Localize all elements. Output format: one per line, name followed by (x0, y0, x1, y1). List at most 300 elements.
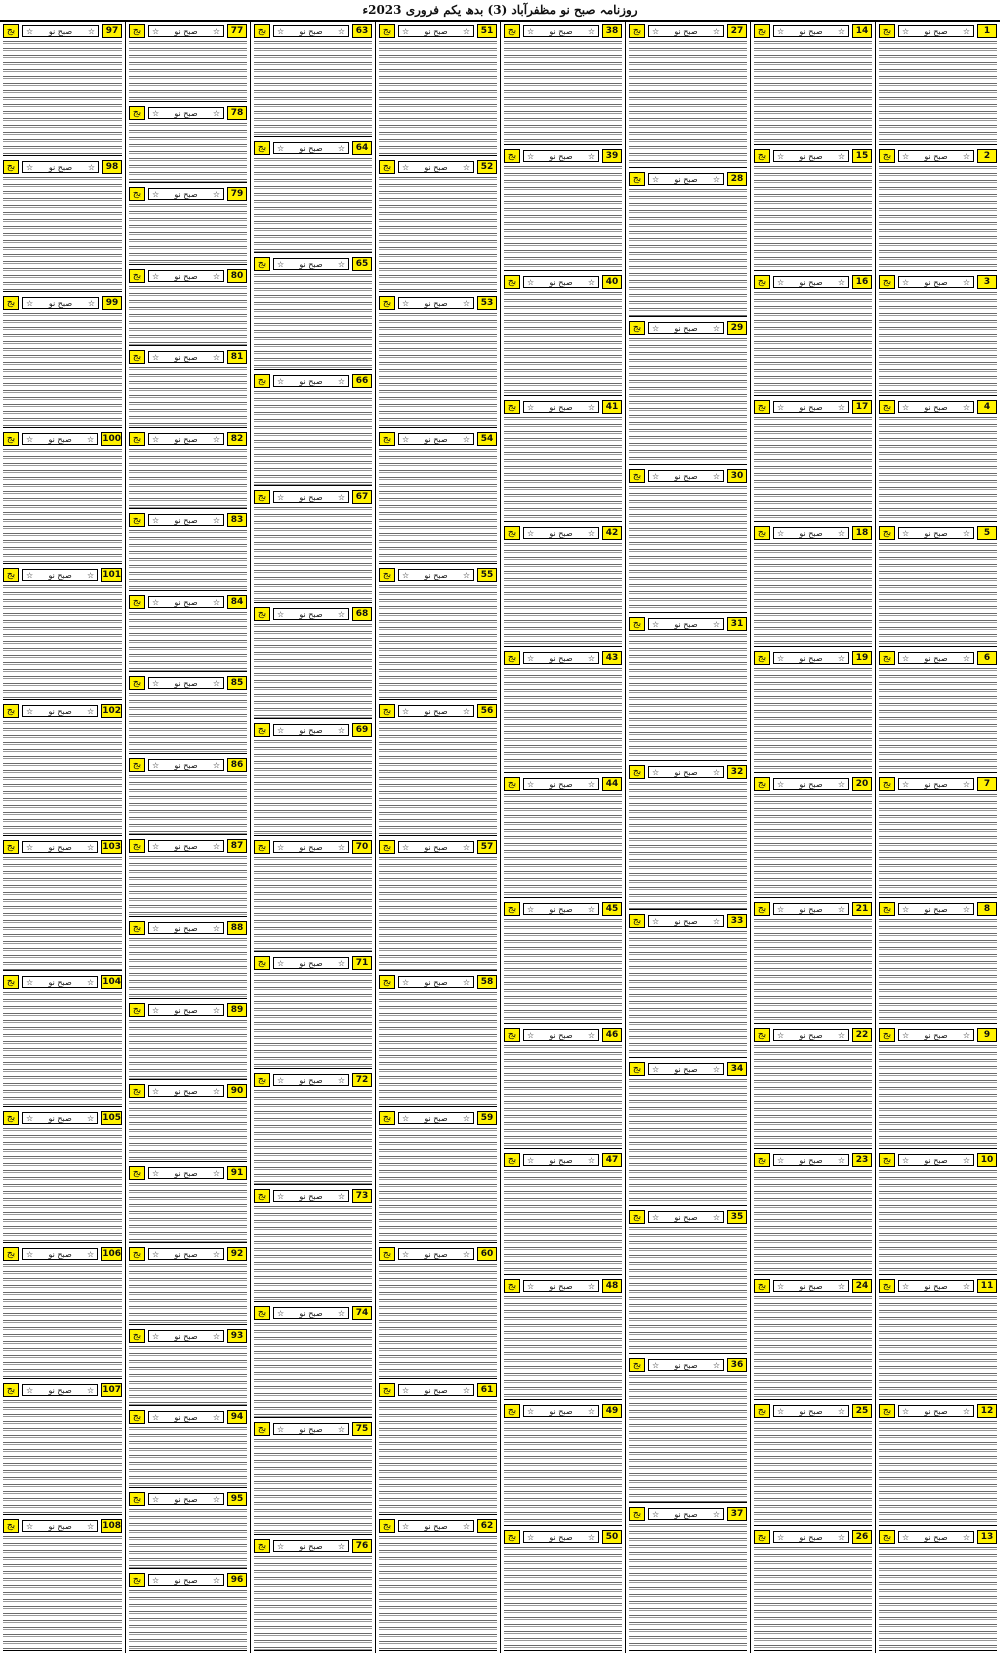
notice-badge-label: صبح نو (48, 570, 72, 580)
star-icon: ☆ (337, 842, 345, 852)
star-icon: ☆ (212, 760, 220, 770)
notice-marker-icon: بج (379, 24, 395, 38)
legal-notice (754, 398, 872, 521)
star-icon: ☆ (587, 27, 595, 36)
legal-notice (504, 398, 622, 521)
legal-notice (129, 1327, 247, 1407)
notice-badge-label: صبح نو (48, 1386, 72, 1396)
notice-number: 31 (727, 617, 747, 631)
star-icon: ☆ (652, 916, 660, 926)
notice-number: 38 (602, 24, 622, 38)
notice-badge (148, 1167, 224, 1179)
legal-notice (629, 763, 747, 909)
notice-number: 17 (852, 400, 872, 414)
notice-badge (523, 1154, 599, 1166)
notice-badge-label: صبح نو (48, 298, 73, 308)
star-icon: ☆ (26, 1250, 34, 1260)
notice-badge (398, 161, 474, 173)
notice-marker-icon: بج (129, 1410, 145, 1424)
notice-body-text (254, 1204, 372, 1301)
legal-notice (504, 22, 622, 145)
notice-number: 14 (852, 24, 872, 38)
notice-number: 11 (977, 1279, 997, 1293)
legal-notice (754, 524, 872, 647)
notice-number: 104 (102, 977, 121, 988)
notice-badge-label: صبح نو (299, 959, 323, 968)
notice-badge (773, 527, 849, 539)
legal-notice (129, 919, 247, 999)
notice-badge (22, 1112, 98, 1124)
legal-notice (379, 430, 497, 564)
star-icon: ☆ (527, 654, 535, 664)
notice-number: 15 (852, 149, 872, 163)
legal-notice (3, 1381, 122, 1515)
star-icon: ☆ (337, 609, 345, 619)
notice-header (379, 840, 497, 854)
notice-header (129, 1166, 247, 1180)
notice-number: 68 (352, 607, 372, 621)
notice-badge (773, 903, 849, 915)
notice-marker-icon: بج (379, 840, 395, 854)
legal-notice (3, 838, 122, 972)
legal-notice (504, 1402, 622, 1525)
notice-badge-label: صبح نو (674, 916, 698, 926)
notice-badge-label: صبح نو (174, 190, 198, 200)
notice-body-text (504, 541, 622, 646)
star-icon: ☆ (962, 1407, 970, 1417)
notice-header (379, 296, 497, 310)
notice-header (3, 296, 122, 310)
notice-badge-label: صبح نو (48, 27, 73, 36)
notice-body-text (129, 773, 247, 835)
notice-badge (148, 1248, 224, 1260)
notice-badge-label: صبح نو (674, 768, 698, 778)
notice-number: 5 (977, 526, 997, 540)
notice-marker-icon: بج (129, 1573, 145, 1587)
notice-number: 26 (852, 1530, 872, 1544)
legal-notice (879, 775, 997, 898)
notice-number: 92 (227, 1247, 247, 1261)
star-icon: ☆ (26, 1114, 34, 1124)
star-icon: ☆ (337, 27, 345, 36)
notice-badge (773, 652, 849, 664)
star-icon: ☆ (26, 978, 34, 988)
notice-number: 39 (602, 149, 622, 163)
star-icon: ☆ (902, 1407, 910, 1417)
notices-columns (0, 22, 1000, 1653)
star-icon: ☆ (402, 570, 410, 580)
star-icon: ☆ (527, 403, 535, 413)
star-icon: ☆ (277, 260, 285, 269)
star-icon: ☆ (527, 905, 535, 915)
notice-marker-icon: بج (129, 269, 145, 283)
notice-badge-label: صبح نو (174, 1494, 198, 1504)
notice-badge-label: صبح نو (299, 376, 323, 386)
notice-marker-icon: بج (254, 1189, 270, 1203)
notice-marker-icon: بج (254, 141, 270, 155)
notice-body-text (129, 936, 247, 998)
notice-header (129, 106, 247, 120)
notice-badge-label: صبح نو (424, 978, 448, 988)
notice-badge (22, 1384, 98, 1396)
star-icon: ☆ (402, 978, 410, 988)
notice-number: 95 (227, 1492, 247, 1506)
notice-header (629, 617, 747, 631)
notice-badge (22, 297, 99, 309)
notice-header (504, 149, 622, 163)
star-icon: ☆ (652, 323, 660, 333)
star-icon: ☆ (837, 905, 845, 915)
star-icon: ☆ (962, 403, 970, 413)
star-icon: ☆ (402, 434, 410, 444)
star-icon: ☆ (527, 1156, 535, 1166)
star-icon: ☆ (337, 726, 345, 735)
notice-marker-icon: بج (504, 275, 520, 289)
star-icon: ☆ (962, 1156, 970, 1166)
notice-body-text (754, 39, 872, 144)
notice-header (504, 400, 622, 414)
notice-number: 96 (227, 1573, 247, 1587)
notice-number: 90 (227, 1084, 247, 1098)
notice-body-text (504, 39, 622, 144)
notice-column (875, 22, 1000, 1653)
notice-marker-icon: بج (504, 526, 520, 540)
star-icon: ☆ (652, 1064, 660, 1074)
notice-badge (898, 25, 974, 37)
notice-header (504, 1028, 622, 1042)
notice-badge-label: صبح نو (799, 1030, 823, 1040)
notice-badge-label: صبح نو (299, 1308, 323, 1318)
notice-number: 106 (102, 1249, 121, 1260)
legal-notice (504, 1151, 622, 1274)
legal-notice (504, 147, 622, 270)
notice-badge-label: صبح نو (174, 1005, 198, 1015)
notice-badge (523, 150, 599, 162)
notice-badge-label: صبح نو (48, 706, 72, 716)
notice-header (379, 1111, 497, 1125)
notice-header (129, 432, 247, 446)
notice-marker-icon: بج (3, 296, 19, 310)
notice-badge-label: صبح نو (424, 706, 448, 716)
notice-number: 18 (852, 526, 872, 540)
star-icon: ☆ (462, 570, 470, 580)
notice-badge-label: صبح نو (48, 1522, 72, 1532)
notice-number: 91 (227, 1166, 247, 1180)
notice-marker-icon: بج (254, 1306, 270, 1320)
notice-marker-icon: بج (129, 24, 145, 38)
notice-body-text (379, 1126, 497, 1242)
star-icon: ☆ (87, 298, 95, 308)
notice-marker-icon: بج (629, 469, 645, 483)
notice-badge (898, 276, 974, 288)
notice-badge-label: صبح نو (424, 27, 448, 36)
notice-body-text (254, 971, 372, 1068)
notice-marker-icon: بج (879, 777, 895, 791)
notice-number: 69 (352, 723, 372, 737)
notice-marker-icon: بج (879, 24, 895, 38)
notice-marker-icon: بج (754, 24, 770, 38)
notice-marker-icon: بج (3, 1383, 19, 1397)
notice-body-text (254, 1088, 372, 1185)
notice-marker-icon: بج (504, 1028, 520, 1042)
legal-notice (254, 1304, 372, 1419)
legal-notice (129, 1164, 247, 1244)
legal-notice (879, 22, 997, 145)
notice-number: 20 (852, 777, 872, 791)
notice-body-text (3, 583, 122, 699)
notice-badge-label: صبح نو (174, 353, 198, 363)
notice-header (254, 24, 372, 38)
notice-marker-icon: بج (754, 1153, 770, 1167)
notice-marker-icon: بج (504, 1530, 520, 1544)
star-icon: ☆ (777, 1281, 785, 1291)
notice-marker-icon: بج (879, 1028, 895, 1042)
notice-marker-icon: بج (254, 1422, 270, 1436)
notice-badge-label: صبح نو (924, 779, 948, 789)
notice-header (754, 902, 872, 916)
notice-body-text (129, 854, 247, 916)
star-icon: ☆ (402, 27, 410, 36)
notice-badge-label: صبح نو (924, 27, 948, 36)
notice-body-text (629, 1077, 747, 1205)
notice-header (379, 160, 497, 174)
notice-header (254, 1306, 372, 1320)
notice-header (129, 676, 247, 690)
notice-header (254, 1073, 372, 1087)
notice-marker-icon: بج (504, 1153, 520, 1167)
notice-header (504, 526, 622, 540)
masthead-title: روزنامہ صبح نو مظفرآباد (3) بدھ یکم فروری 2023ء (362, 3, 638, 17)
notice-badge-label: صبح نو (674, 620, 698, 630)
star-icon: ☆ (212, 353, 220, 363)
notice-marker-icon: بج (254, 490, 270, 504)
notice-header (754, 651, 872, 665)
notice-header (254, 374, 372, 388)
notice-marker-icon: بج (754, 1279, 770, 1293)
notice-badge-label: صبح نو (924, 528, 948, 538)
notice-badge-label: صبح نو (799, 654, 823, 664)
notice-marker-icon: بج (629, 914, 645, 928)
notice-header (629, 765, 747, 779)
notice-header (3, 568, 122, 582)
notice-badge (898, 1405, 974, 1417)
notice-marker-icon: بج (379, 568, 395, 582)
notice-number: 65 (352, 257, 372, 271)
notice-marker-icon: بج (629, 321, 645, 335)
star-icon: ☆ (587, 1281, 595, 1291)
notice-marker-icon: بج (629, 1507, 645, 1521)
notice-body-text (129, 39, 247, 101)
notice-badge-label: صبح نو (174, 760, 198, 770)
notice-header (754, 1028, 872, 1042)
star-icon: ☆ (962, 905, 970, 915)
notice-badge-label: صبح نو (299, 1425, 323, 1434)
notice-badge-label: صبح نو (549, 654, 573, 664)
notice-number: 107 (102, 1385, 121, 1396)
notice-body-text (879, 415, 997, 520)
notice-number: 62 (477, 1519, 497, 1533)
star-icon: ☆ (402, 1250, 410, 1260)
notice-badge (773, 25, 849, 37)
star-icon: ☆ (277, 493, 285, 502)
legal-notice (254, 488, 372, 603)
notice-number: 89 (227, 1003, 247, 1017)
notice-header (129, 839, 247, 853)
notice-header (879, 24, 997, 38)
notice-body-text (3, 447, 122, 563)
notice-badge (148, 107, 224, 119)
notice-number: 97 (102, 24, 122, 38)
notice-body-text (129, 610, 247, 672)
notice-badge (648, 1211, 724, 1223)
notice-body-text (379, 719, 497, 835)
notice-number: 78 (227, 106, 247, 120)
legal-notice (879, 398, 997, 521)
star-icon: ☆ (402, 706, 410, 716)
legal-notice (754, 22, 872, 145)
notice-body-text (504, 290, 622, 395)
notice-badge (898, 778, 974, 790)
notice-badge (398, 1384, 474, 1396)
notice-badge (22, 841, 98, 853)
notice-number: 40 (602, 275, 622, 289)
notice-body-text (3, 175, 122, 291)
notice-body-text (129, 1425, 247, 1487)
star-icon: ☆ (277, 1192, 285, 1201)
notice-badge-label: صبح نو (799, 1532, 823, 1542)
notice-marker-icon: بج (254, 723, 270, 737)
notice-badge (523, 778, 599, 790)
legal-notice (754, 1402, 872, 1525)
star-icon: ☆ (277, 726, 285, 735)
notice-body-text (504, 666, 622, 771)
notice-badge-label: صبح نو (549, 528, 573, 538)
legal-notice (879, 1402, 997, 1525)
legal-notice (504, 1026, 622, 1149)
legal-notice (504, 900, 622, 1023)
notice-number: 48 (602, 1279, 622, 1293)
notice-badge-label: صبح نو (674, 1361, 698, 1371)
notice-number: 23 (852, 1153, 872, 1167)
star-icon: ☆ (652, 27, 660, 36)
notice-header (879, 1028, 997, 1042)
notice-marker-icon: بج (754, 526, 770, 540)
notice-marker-icon: بج (3, 975, 19, 989)
notice-header (129, 595, 247, 609)
notice-body-text (879, 917, 997, 1022)
star-icon: ☆ (837, 654, 845, 664)
notice-badge-label: صبح نو (549, 1281, 573, 1291)
notice-column (375, 22, 500, 1653)
star-icon: ☆ (212, 434, 220, 444)
notice-marker-icon: بج (129, 1329, 145, 1343)
notice-badge (523, 1029, 599, 1041)
legal-notice (504, 1528, 622, 1651)
notice-number: 79 (227, 187, 247, 201)
star-icon: ☆ (152, 271, 160, 281)
legal-notice (379, 1109, 497, 1243)
notice-header (129, 513, 247, 527)
star-icon: ☆ (712, 175, 720, 185)
notice-badge-label: صبح نو (799, 152, 823, 162)
notice-body-text (254, 738, 372, 835)
notice-marker-icon: بج (504, 149, 520, 163)
notice-number: 29 (727, 321, 747, 335)
star-icon: ☆ (26, 298, 34, 308)
star-icon: ☆ (26, 1522, 34, 1532)
star-icon: ☆ (152, 108, 160, 118)
notice-badge (273, 1074, 349, 1086)
star-icon: ☆ (712, 916, 720, 926)
notice-badge-label: صبح نو (674, 1213, 698, 1223)
notice-badge (523, 1531, 599, 1543)
notice-number: 27 (727, 24, 747, 38)
legal-notice (379, 838, 497, 972)
notice-header (754, 1153, 872, 1167)
notice-badge (648, 618, 724, 630)
notice-badge (773, 276, 849, 288)
star-icon: ☆ (212, 1005, 220, 1015)
notice-marker-icon: بج (129, 1003, 145, 1017)
notice-body-text (504, 415, 622, 520)
notice-number: 54 (477, 432, 497, 446)
star-icon: ☆ (152, 516, 160, 526)
star-icon: ☆ (152, 1413, 160, 1423)
star-icon: ☆ (962, 779, 970, 789)
star-icon: ☆ (527, 1532, 535, 1542)
star-icon: ☆ (87, 1386, 95, 1396)
notice-body-text (504, 792, 622, 897)
legal-notice (254, 954, 372, 1069)
notice-header (3, 432, 122, 446)
star-icon: ☆ (152, 1168, 160, 1178)
star-icon: ☆ (587, 1532, 595, 1542)
notice-body-text (754, 1043, 872, 1148)
notice-body-text (879, 164, 997, 269)
notice-marker-icon: بج (254, 840, 270, 854)
notice-header (504, 777, 622, 791)
legal-notice (879, 1026, 997, 1149)
notice-badge-label: صبح نو (424, 1114, 448, 1124)
notice-header (3, 1111, 122, 1125)
notice-marker-icon: بج (3, 1111, 19, 1125)
star-icon: ☆ (587, 528, 595, 538)
legal-notice (379, 1517, 497, 1651)
notice-column (625, 22, 750, 1653)
notice-header (629, 24, 747, 38)
legal-notice (3, 294, 122, 428)
star-icon: ☆ (527, 152, 535, 162)
notice-badge (773, 401, 849, 413)
notice-badge-label: صبح نو (674, 1064, 698, 1074)
notice-number: 46 (602, 1028, 622, 1042)
notice-badge-label: صبح نو (799, 1156, 823, 1166)
star-icon: ☆ (837, 779, 845, 789)
notice-marker-icon: بج (629, 172, 645, 186)
notice-header (379, 24, 497, 38)
star-icon: ☆ (212, 27, 220, 36)
notice-badge-label: صبح نو (799, 528, 823, 538)
notice-body-text (379, 175, 497, 291)
legal-notice (254, 1537, 372, 1652)
notice-badge (148, 188, 224, 200)
star-icon: ☆ (902, 779, 910, 789)
notice-marker-icon: بج (504, 1279, 520, 1293)
star-icon: ☆ (652, 1213, 660, 1223)
notice-badge-label: صبح نو (924, 152, 948, 162)
notice-number: 85 (227, 676, 247, 690)
star-icon: ☆ (152, 190, 160, 200)
